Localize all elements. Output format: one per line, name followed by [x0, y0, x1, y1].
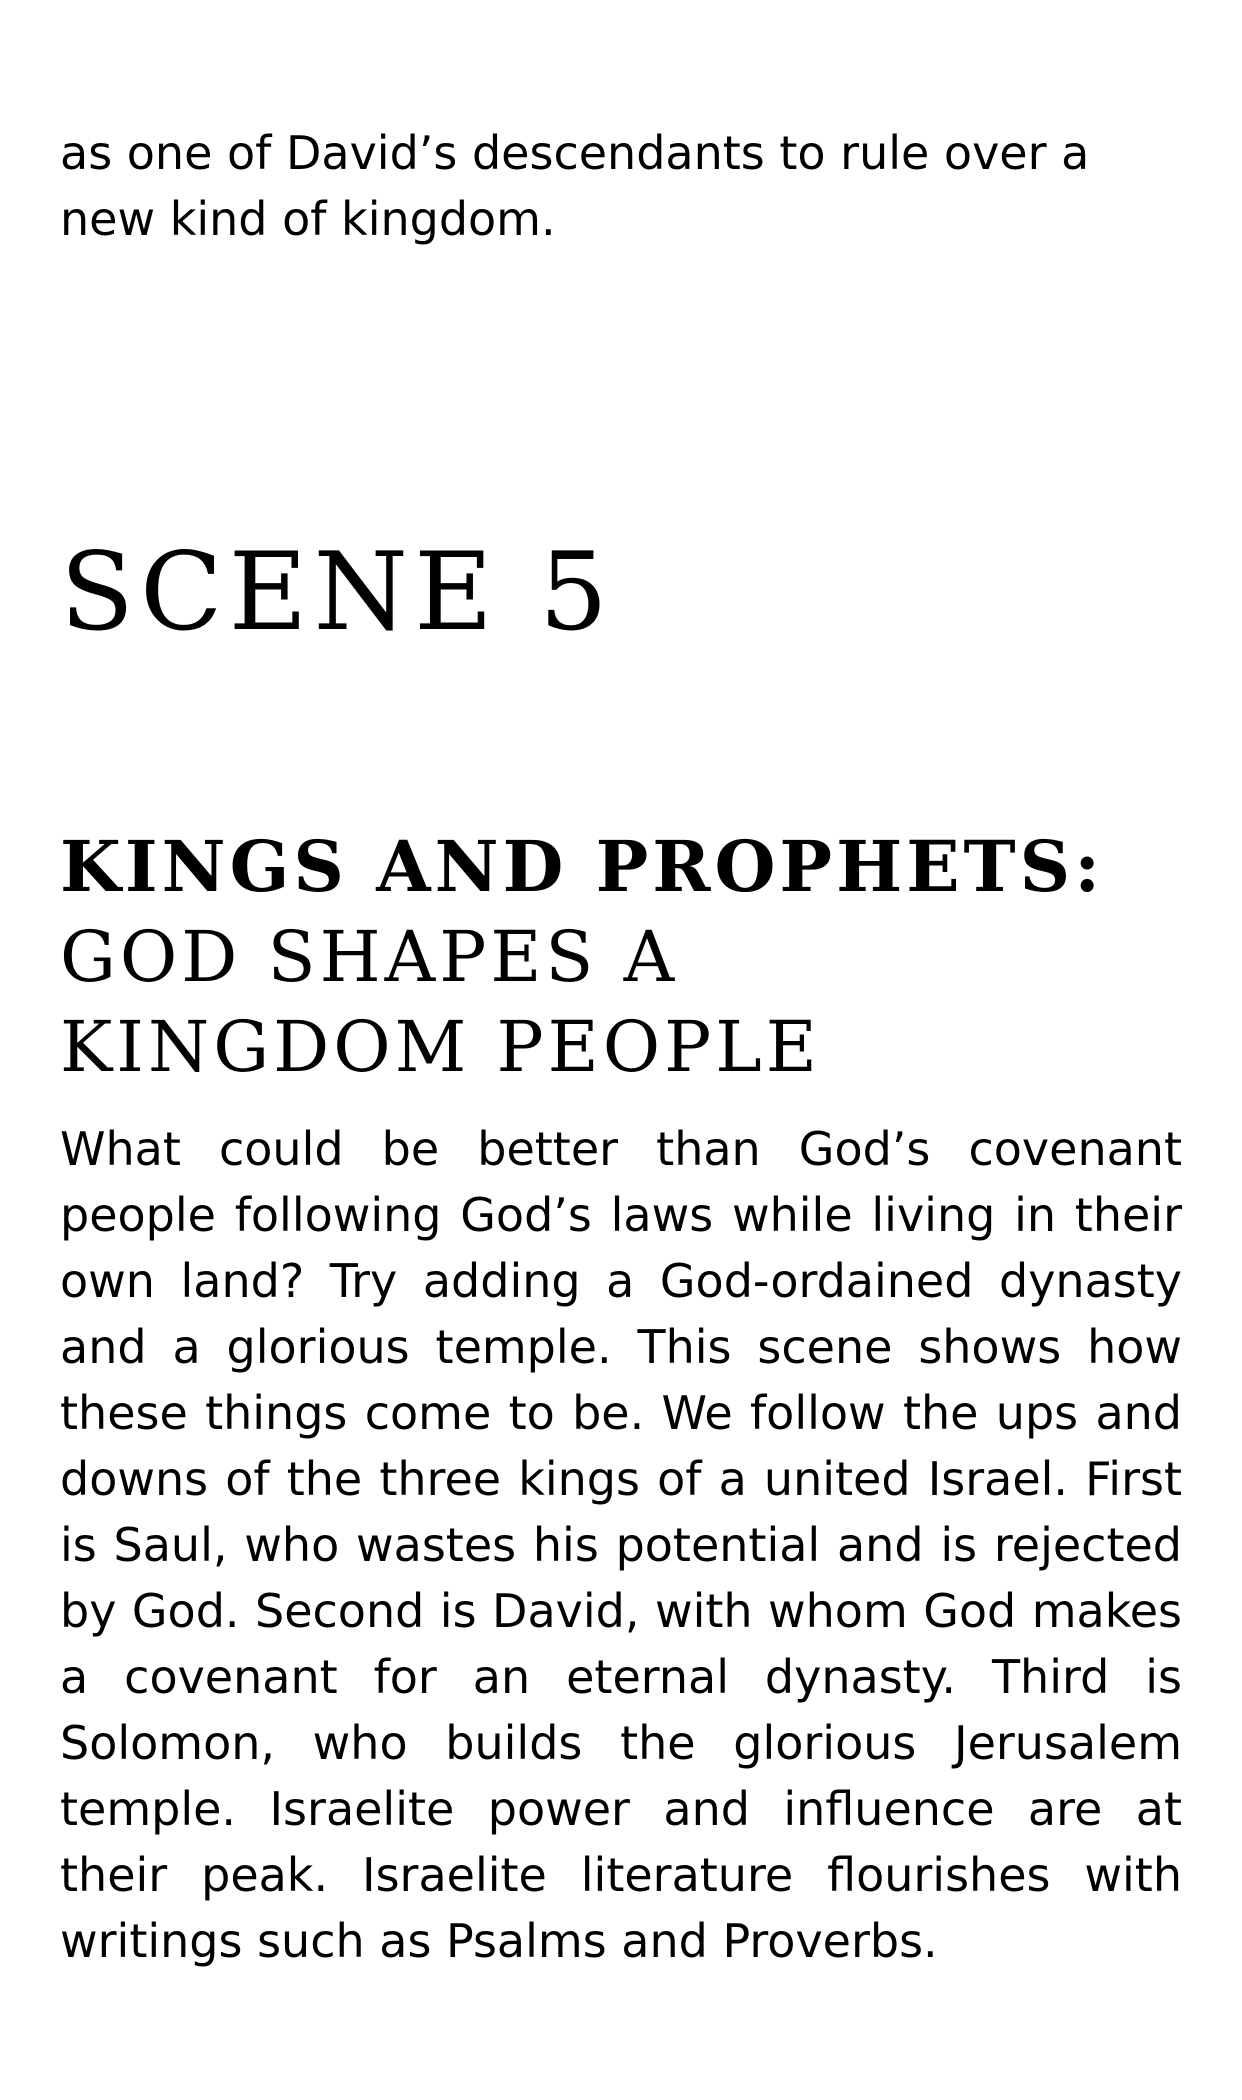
lead-paragraph: as one of David’s descendants to rule over a new kind of kingdom. — [60, 126, 1090, 246]
chapter-title-line-2: GOD SHAPES A — [60, 916, 679, 998]
chapter-title-line-3: KINGDOM PEOPLE — [60, 1006, 821, 1088]
main-paragraph: What could be better than God’s covenant people following God’s laws while living in their own land? Try adding a God-ordained dynasty and a glorious temple. This scene shows how these things come to be. We follow the ups and downs of the three kings of a united Israel. First is Saul, who wastes his potential and is rejected by God. Second is David, with whom God makes a covenant for an eternal dynasty. Third is Solomon, who builds the glorious Jerusalem temple. Israelite power and influence are at their peak. Israelite literature flourishes with writings such as Psalms and Proverbs. — [60, 1122, 1182, 1968]
scene-title: SCENE 5 — [60, 530, 614, 655]
chapter-title-bold: KINGS AND PROPHETS: — [60, 825, 1105, 908]
chapter-title — [60, 822, 1104, 1092]
